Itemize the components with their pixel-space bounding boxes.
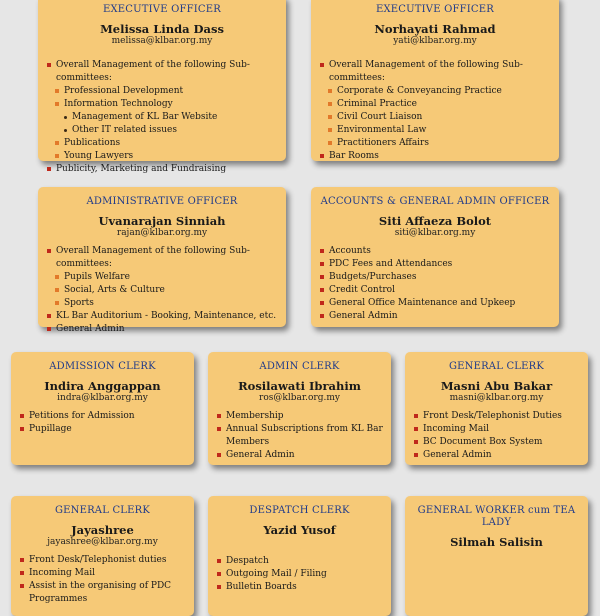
bullet-icon bbox=[320, 288, 324, 292]
bullet-icon bbox=[47, 167, 51, 171]
duty-item bbox=[46, 59, 278, 85]
bullet-icon bbox=[47, 314, 51, 318]
bullet-icon bbox=[20, 558, 24, 562]
duty-text: Overall Management of the following Sub-committees: bbox=[56, 60, 250, 83]
duties-list bbox=[216, 555, 383, 594]
duty-item bbox=[413, 449, 580, 462]
duty-item bbox=[216, 568, 383, 581]
duty-item bbox=[46, 245, 278, 271]
duty-text: Front Desk/Telephonist Duties bbox=[423, 411, 562, 421]
bullet-icon bbox=[320, 63, 324, 67]
bullet-icon bbox=[320, 314, 324, 318]
duty-item bbox=[19, 410, 186, 423]
staff-title: EXECUTIVE OFFICER bbox=[375, 4, 495, 15]
duty-item bbox=[216, 449, 383, 462]
duty-text: Environmental Law bbox=[337, 125, 427, 135]
duty-item bbox=[46, 323, 278, 336]
duty-item bbox=[46, 124, 278, 137]
duties-list bbox=[319, 245, 551, 323]
duty-item bbox=[19, 554, 186, 567]
bullet-icon bbox=[55, 141, 59, 145]
staff-email-link[interactable]: rajan@klbar.org.my bbox=[116, 228, 208, 238]
staff-name: Melissa Linda Dass bbox=[100, 22, 224, 36]
staff-title: GENERAL WORKER cum TEA LADY bbox=[417, 505, 576, 528]
duty-item bbox=[413, 436, 580, 449]
bullet-icon bbox=[320, 275, 324, 279]
staff-name: Uvanarajan Sinniah bbox=[98, 214, 226, 228]
duty-text: Petitions for Admission bbox=[29, 411, 135, 421]
duty-item bbox=[46, 150, 278, 163]
duty-item bbox=[46, 271, 278, 284]
bullet-icon bbox=[414, 453, 418, 457]
duty-item bbox=[319, 124, 551, 137]
duty-text: Incoming Mail bbox=[423, 424, 489, 434]
staff-title: ADMINISTRATIVE OFFICER bbox=[86, 196, 238, 207]
staff-card bbox=[405, 352, 588, 465]
staff-name: Silmah Salisin bbox=[450, 535, 543, 549]
bullet-icon bbox=[55, 288, 59, 292]
duty-text: Assist in the organising of PDC Programmes bbox=[29, 581, 172, 604]
duty-text: General Admin bbox=[423, 450, 492, 460]
bullet-icon bbox=[328, 102, 332, 106]
duty-text: Bulletin Boards bbox=[226, 582, 297, 592]
duty-text: Professional Development bbox=[64, 86, 184, 96]
bullet-icon bbox=[320, 154, 324, 158]
staff-name: Siti Affaeza Bolot bbox=[378, 214, 492, 228]
duty-item bbox=[216, 423, 383, 449]
bullet-icon bbox=[55, 102, 59, 106]
duty-item bbox=[319, 85, 551, 98]
duty-item bbox=[413, 410, 580, 423]
bullet-icon bbox=[217, 559, 221, 563]
bullet-icon bbox=[217, 572, 221, 576]
duty-item bbox=[46, 85, 278, 98]
duties-list bbox=[46, 245, 278, 336]
duty-text: Criminal Practice bbox=[337, 99, 418, 109]
staff-card bbox=[11, 352, 194, 465]
duty-text: Annual Subscriptions from KL Bar Members bbox=[226, 424, 383, 447]
bullet-icon bbox=[20, 571, 24, 575]
duty-item bbox=[46, 137, 278, 150]
duty-text: Practitioners Affairs bbox=[337, 138, 429, 148]
duty-text: BC Document Box System bbox=[423, 437, 543, 447]
bullet-icon bbox=[328, 115, 332, 119]
staff-title: ACCOUNTS & GENERAL ADMIN OFFICER bbox=[320, 196, 550, 207]
bullet-icon bbox=[320, 301, 324, 305]
bullet-icon bbox=[328, 141, 332, 145]
staff-name: Rosilawati Ibrahim bbox=[238, 379, 361, 393]
duties-list bbox=[319, 59, 551, 163]
duty-item bbox=[319, 111, 551, 124]
staff-email-link[interactable]: jayashree@klbar.org.my bbox=[47, 537, 158, 547]
duties-list bbox=[19, 554, 186, 606]
duty-item bbox=[216, 410, 383, 423]
bullet-icon bbox=[320, 262, 324, 266]
duty-text: Credit Control bbox=[329, 285, 395, 295]
duty-item bbox=[319, 297, 551, 310]
duty-text: PDC Fees and Attendances bbox=[329, 259, 453, 269]
duties-list bbox=[46, 59, 278, 176]
bullet-icon bbox=[55, 89, 59, 93]
duty-text: General Admin bbox=[329, 311, 398, 321]
staff-email-link[interactable]: ros@klbar.org.my bbox=[259, 393, 340, 403]
staff-email-link[interactable]: indra@klbar.org.my bbox=[57, 393, 148, 403]
bullet-icon bbox=[47, 249, 51, 253]
bullet-icon bbox=[328, 89, 332, 93]
duty-item bbox=[319, 150, 551, 163]
duty-item bbox=[216, 581, 383, 594]
bullet-icon bbox=[64, 116, 67, 119]
duty-item bbox=[319, 258, 551, 271]
duty-item bbox=[46, 284, 278, 297]
staff-email-link[interactable]: siti@klbar.org.my bbox=[394, 228, 476, 238]
bullet-icon bbox=[414, 414, 418, 418]
staff-title: GENERAL CLERK bbox=[54, 505, 151, 516]
duty-item bbox=[216, 555, 383, 568]
duty-item bbox=[46, 98, 278, 111]
staff-name: Yazid Yusof bbox=[263, 523, 336, 537]
bullet-icon bbox=[55, 275, 59, 279]
duty-text: Membership bbox=[226, 411, 284, 421]
duty-item bbox=[46, 310, 278, 323]
bullet-icon bbox=[217, 585, 221, 589]
duty-text: Young Lawyers bbox=[64, 151, 134, 161]
staff-title: EXECUTIVE OFFICER bbox=[102, 4, 222, 15]
duty-text: General Office Maintenance and Upkeep bbox=[329, 298, 516, 308]
duty-text: General Admin bbox=[226, 450, 295, 460]
bullet-icon bbox=[55, 154, 59, 158]
duty-text: Pupils Welfare bbox=[64, 272, 130, 282]
staff-card bbox=[38, 187, 286, 334]
duty-text: General Admin bbox=[56, 324, 125, 334]
staff-card bbox=[311, 0, 559, 161]
duty-text: Corporate & Conveyancing Practice bbox=[337, 86, 502, 96]
staff-name: Norhayati Rahmad bbox=[374, 22, 496, 36]
staff-name: Jayashree bbox=[71, 523, 134, 537]
staff-card bbox=[311, 187, 559, 327]
duty-text: Social, Arts & Culture bbox=[64, 285, 165, 295]
bullet-icon bbox=[217, 453, 221, 457]
staff-title: ADMISSION CLERK bbox=[49, 361, 156, 372]
duty-text: Overall Management of the following Sub-committees: bbox=[329, 60, 523, 83]
duty-text: KL Bar Auditorium - Booking, Maintenance, etc. bbox=[56, 311, 277, 321]
duty-text: Outgoing Mail / Filing bbox=[226, 569, 327, 579]
duty-text: Other IT related issues bbox=[72, 125, 177, 135]
staff-title: ADMIN CLERK bbox=[259, 361, 340, 372]
duty-item bbox=[19, 567, 186, 580]
duty-item bbox=[19, 423, 186, 436]
duty-item bbox=[319, 98, 551, 111]
duty-item bbox=[19, 580, 186, 606]
duty-item bbox=[319, 284, 551, 297]
staff-title: DESPATCH CLERK bbox=[249, 505, 350, 516]
duties-list bbox=[19, 410, 186, 436]
duty-text: Incoming Mail bbox=[29, 568, 95, 578]
duty-text: Publicity, Marketing and Fundraising bbox=[56, 164, 227, 174]
duty-item bbox=[46, 297, 278, 310]
bullet-icon bbox=[64, 129, 67, 132]
bullet-icon bbox=[328, 128, 332, 132]
bullet-icon bbox=[217, 427, 221, 431]
bullet-icon bbox=[47, 327, 51, 331]
duty-text: Despatch bbox=[226, 556, 269, 566]
staff-card bbox=[38, 0, 286, 174]
duty-text: Information Technology bbox=[64, 99, 173, 109]
bullet-icon bbox=[20, 427, 24, 431]
duty-text: Budgets/Purchases bbox=[329, 272, 417, 282]
bullet-icon bbox=[47, 63, 51, 67]
bullet-icon bbox=[20, 414, 24, 418]
bullet-icon bbox=[55, 301, 59, 305]
duty-text: Bar Rooms bbox=[329, 151, 379, 161]
staff-card bbox=[11, 496, 194, 616]
duty-text: Management of KL Bar Website bbox=[72, 112, 218, 122]
staff-name: Indira Anggappan bbox=[44, 379, 161, 393]
bullet-icon bbox=[320, 249, 324, 253]
duty-text: Front Desk/Telephonist duties bbox=[29, 555, 167, 565]
duty-text: Pupillage bbox=[29, 424, 72, 434]
duty-item bbox=[46, 163, 278, 176]
staff-card bbox=[208, 352, 391, 465]
duty-text: Accounts bbox=[329, 246, 371, 256]
staff-email-link[interactable]: yati@klbar.org.my bbox=[393, 36, 477, 46]
duty-item bbox=[319, 245, 551, 258]
staff-card bbox=[208, 496, 391, 616]
bullet-icon bbox=[217, 414, 221, 418]
bullet-icon bbox=[414, 440, 418, 444]
bullet-icon bbox=[20, 584, 24, 588]
duty-item bbox=[319, 137, 551, 150]
duty-item bbox=[319, 59, 551, 85]
staff-card bbox=[405, 496, 588, 616]
staff-name: Masni Abu Bakar bbox=[440, 379, 553, 393]
staff-title: GENERAL CLERK bbox=[448, 361, 545, 372]
duty-text: Publications bbox=[64, 138, 121, 148]
duty-item bbox=[46, 111, 278, 124]
bullet-icon bbox=[414, 427, 418, 431]
duty-item bbox=[413, 423, 580, 436]
duty-text: Overall Management of the following Sub-committees: bbox=[56, 246, 250, 269]
duty-text: Civil Court Liaison bbox=[337, 112, 423, 122]
duties-list bbox=[216, 410, 383, 462]
duties-list bbox=[413, 410, 580, 462]
staff-email-link[interactable]: melissa@klbar.org.my bbox=[111, 36, 213, 46]
duty-item bbox=[319, 271, 551, 284]
duty-item bbox=[319, 310, 551, 323]
staff-email-link[interactable]: masni@klbar.org.my bbox=[449, 393, 544, 403]
duty-text: Sports bbox=[64, 298, 94, 308]
